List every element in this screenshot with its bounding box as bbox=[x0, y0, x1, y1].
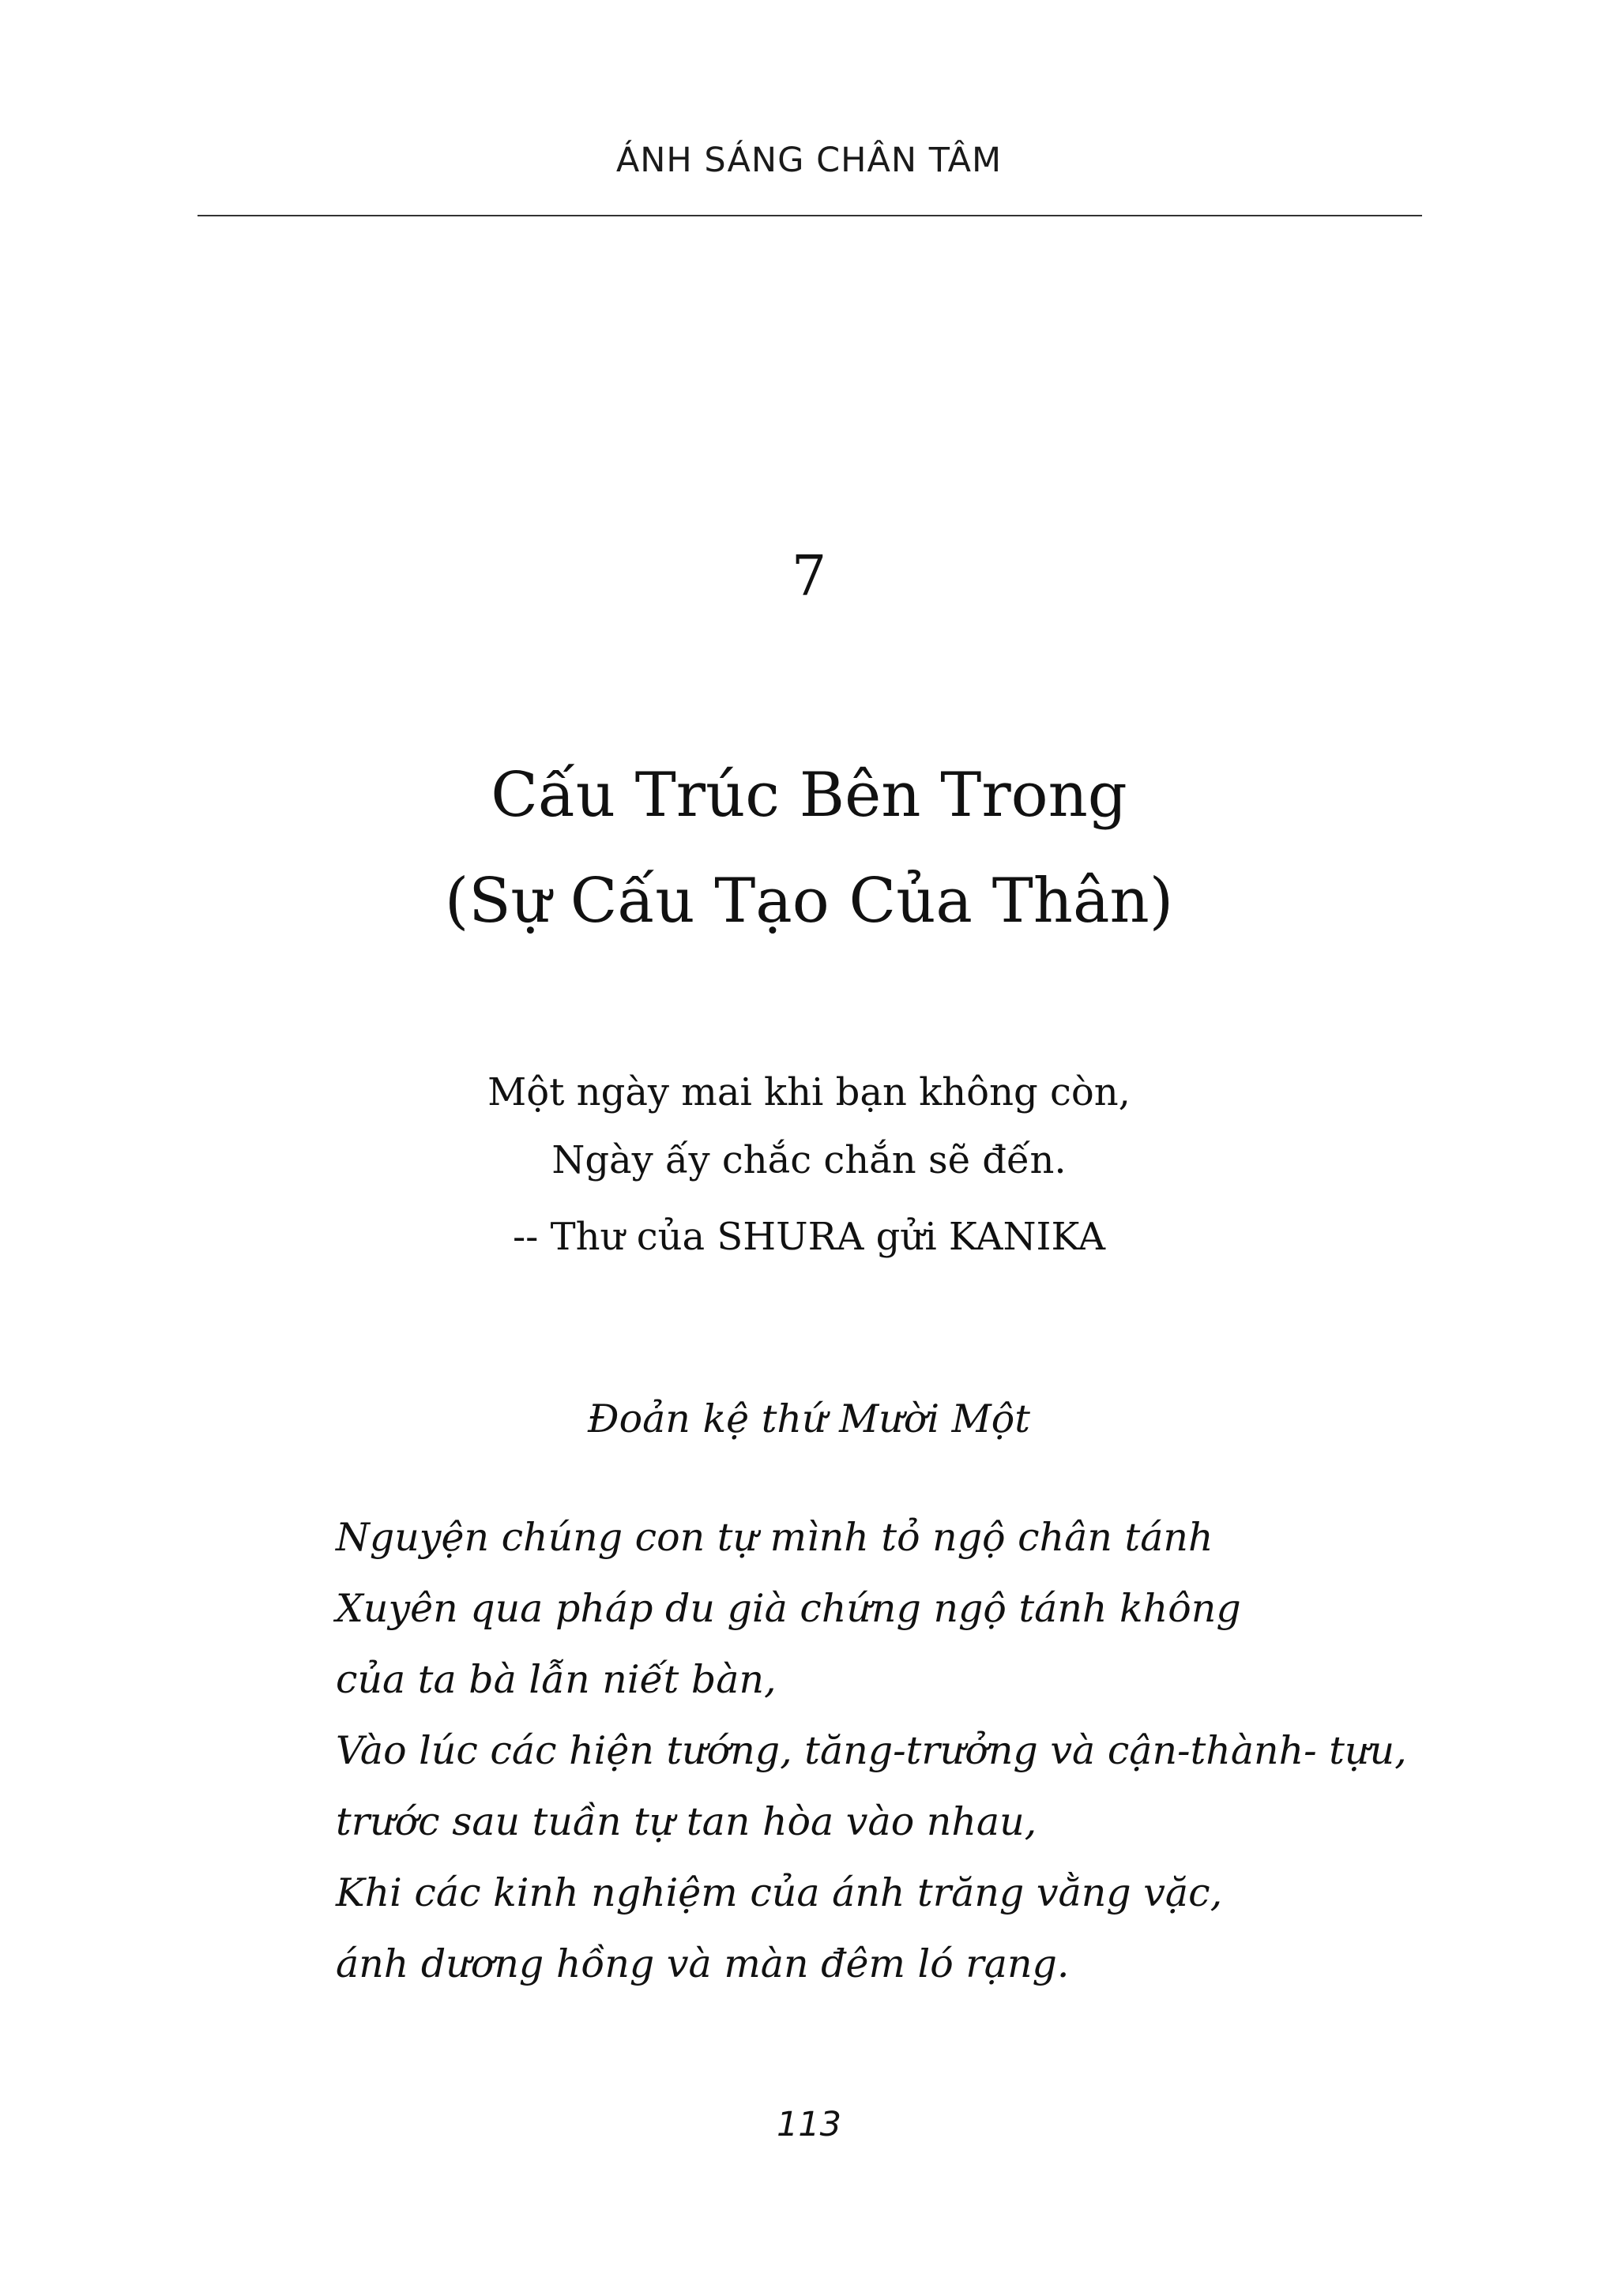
verse-line: ánh dương hồng và màn đêm ló rạng. bbox=[336, 1941, 1070, 1986]
verse-line: Khi các kinh nghiệm của ánh trăng vằng vặc, bbox=[336, 1870, 1223, 1915]
chapter-subtitle-line: (Sự Cấu Tạo Của Thân) bbox=[444, 866, 1174, 937]
header-divider bbox=[198, 215, 1422, 216]
verse-line: Nguyện chúng con tự mình tỏ ngộ chân tánh bbox=[336, 1515, 1214, 1560]
epigraph bbox=[0, 1058, 1618, 1194]
epigraph-line: Một ngày mai khi bạn không còn, bbox=[487, 1070, 1131, 1114]
epigraph-line: Ngày ấy chắc chắn sẽ đến. bbox=[551, 1138, 1067, 1182]
page-number: 113 bbox=[776, 2105, 842, 2144]
chapter-number: 7 bbox=[791, 543, 827, 608]
verse-line: trước sau tuần tự tan hòa vào nhau, bbox=[336, 1799, 1037, 1844]
chapter-title bbox=[0, 742, 1618, 954]
verse-line: Xuyên qua pháp du già chứng ngộ tánh không bbox=[336, 1586, 1241, 1631]
verse-line: Vào lúc các hiện tướng, tăng-trưởng và cận-thành- tựu, bbox=[336, 1728, 1407, 1773]
verse-body bbox=[336, 1502, 1442, 2000]
running-header-title: ÁNH SÁNG CHÂN TÂM bbox=[615, 141, 1003, 180]
chapter-title-line: Cấu Trúc Bên Trong bbox=[491, 760, 1127, 831]
verse-heading: Đoản kệ thứ Mười Một bbox=[588, 1396, 1030, 1441]
verse-line: của ta bà lẫn niết bàn, bbox=[336, 1657, 777, 1702]
epigraph-attribution: -- Thư của SHURA gửi KANIKA bbox=[512, 1215, 1106, 1259]
